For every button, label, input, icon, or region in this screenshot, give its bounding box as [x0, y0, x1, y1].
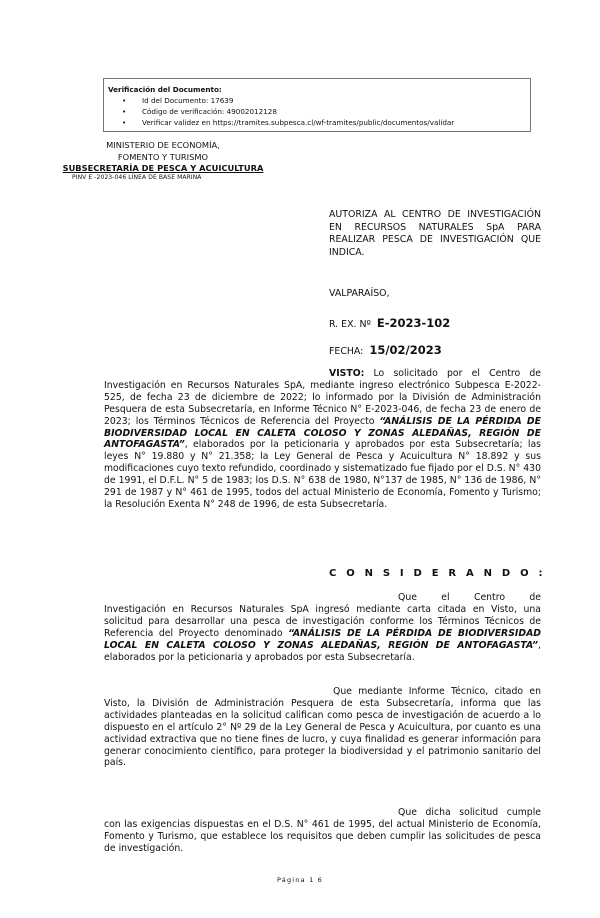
page-number: Página 1 6: [276, 876, 324, 884]
subsecretaria-title: SUBSECRETARÍA DE PESCA Y ACUICULTURA: [62, 163, 264, 173]
verification-document-id: • Id del Documento: 17639: [108, 95, 530, 106]
visto-project-title: “ANÁLISIS DE LA PÉRDIDA DE BIODIVERSIDAD LOCAL EN CALETA COLOSO Y ZONAS ALEDAÑAS, REGIÓN DE ANTOFAGASTA”: [104, 415, 541, 451]
reference-code: PINV E -2023-046 LÍNEA DE BASE MARINA: [72, 174, 202, 181]
resolution-number-label: R. EX. Nº: [329, 319, 371, 330]
verification-code: • Código de verificación: 49002012128: [108, 106, 530, 117]
resolution-date-label: FECHA:: [329, 346, 364, 357]
ministry-line-2: FOMENTO Y TURISMO: [117, 151, 209, 162]
verification-list: [108, 95, 530, 128]
resolution-number: [329, 316, 450, 330]
verification-title: Verificación del Documento:: [108, 85, 222, 94]
resolution-date-value: 15/02/2023: [369, 343, 442, 357]
considerando-paragraph-3: Que dicha solicitud cumple con las exigencias dispuestas en el D.S. N° 461 de 1995, del actual Ministerio de Economía, Fomento y Turismo, que establece los requisitos que deben cumplir las solicitudes de pesca de investigación.: [104, 807, 541, 854]
considerando-paragraph-2: Que mediante Informe Técnico, citado en Visto, la División de Administración Pesquera de esta Subsecretaría, informa que las actividades planteadas en la solicitud califican como pesca de investigación de acuerdo a lo dispuesto en el artículo 2° Nº 29 de la Ley General de Pesca y Acuicultura, por cuanto es una actividad extractiva que no tiene fines de lucro, y cuya finalidad es generar información para generar conocimiento científico, para proteger la biodiversidad y el patrimonio sanitario del país.: [104, 686, 541, 769]
resolution-number-value: E-2023-102: [376, 316, 451, 330]
visto-paragraph: [104, 368, 541, 511]
considerando-1-project-title: “ANÁLISIS DE LA PÉRDIDA DE BIODIVERSIDAD LOCAL EN CALETA COLOSO Y ZONAS ALEDAÑAS, REGIÓN DE ANTOFAGASTA”: [104, 627, 541, 651]
considerando-heading: C O N S I D E R A N D O :: [329, 568, 546, 579]
ministry-header: [38, 140, 288, 175]
considerando-1-text-1: Que el Centro de Investigación en Recursos Naturales SpA ingresó mediante carta citada en Visto, una solicitud para desarrollar una pesca de investigación conforme los Términos Técnicos de Referencia del Proyecto denominado: [104, 592, 541, 639]
resolution-place: VALPARAÍSO,: [329, 288, 390, 299]
considerando-1-text-2: , elaborados por la peticionaria y aprobados por esta Subsecretaría.: [104, 639, 541, 663]
visto-text-1: Lo solicitado por el Centro de Investigación en Recursos Naturales SpA, mediante ingreso electrónico Subpesca E-2022-525, de fecha 23 de diciembre de 2022; lo informado por la División de Administración Pesquera de esta Subsecretaría, en Informe Técnico N° E-2023-046, de fecha 23 de enero de 2023; los Términos Técnicos de Referencia del Proyecto: [104, 368, 541, 427]
verification-box: [103, 78, 531, 132]
verification-url[interactable]: • Verificar validez en https://tramites.subpesca.cl/wf-tramites/public/documentos/validar: [108, 117, 530, 128]
resolution-date: [329, 343, 442, 357]
visto-text-2: , elaborados por la peticionaria y aprobados por esta Subsecretaría; las leyes N° 19.880 y N° 21.358; la Ley General de Pesca y Acuicultura N° 18.892 y sus modificaciones cuyo texto refundido, coordinado y sistematizado fue fijado por el D.S. N° 430 de 1991, el D.F.L. N° 5 de 1983; los D.S. N° 638 de 1980, N°137 de 1985, N° 136 de 1986, N° 291 de 1987 y N° 461 de 1995, todos del actual Ministerio de Economía, Fomento y Turismo; la Resolución Exenta N° 248 de 1996, de esta Subsecretaría.: [104, 439, 541, 510]
considerando-paragraph-1: [104, 592, 541, 663]
visto-label: VISTO:: [329, 368, 365, 379]
ministry-line-1: MINISTERIO DE ECONOMÍA,: [106, 140, 220, 150]
resolution-subject: AUTORIZA AL CENTRO DE INVESTIGACIÓN EN RECURSOS NATURALES SpA PARA REALIZAR PESCA DE INVESTIGACIÓN QUE INDICA.: [329, 209, 541, 258]
